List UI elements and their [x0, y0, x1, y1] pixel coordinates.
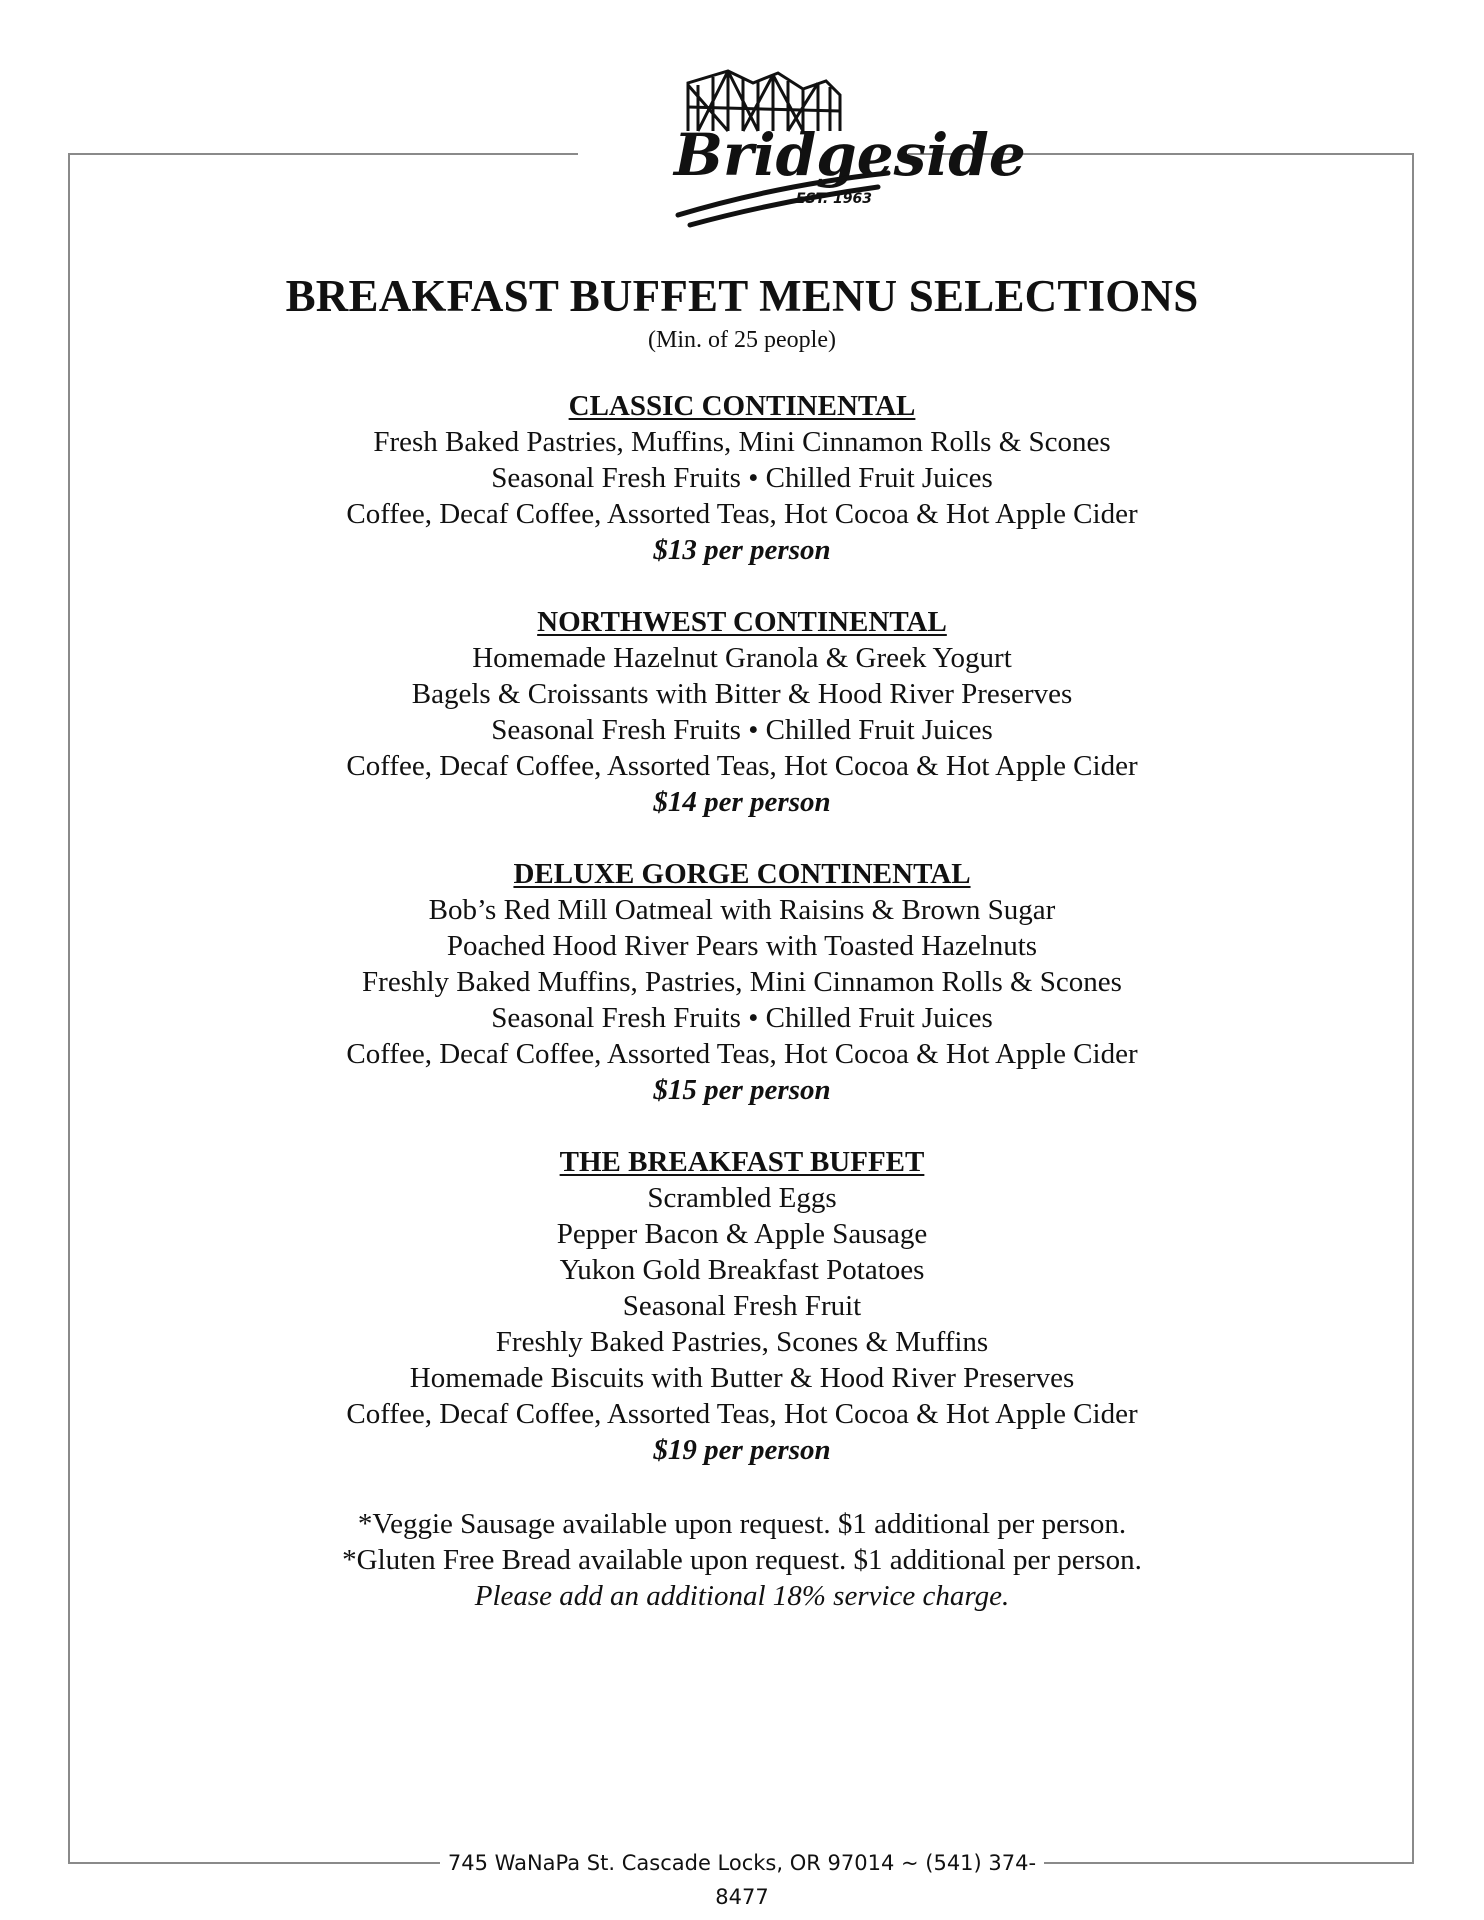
section-heading: THE BREAKFAST BUFFET [559, 1146, 925, 1178]
menu-item: Seasonal Fresh Fruits • Chilled Fruit Juices [491, 462, 993, 494]
menu-item: Seasonal Fresh Fruits • Chilled Fruit Juices [491, 1002, 993, 1034]
menu-section-northwest-continental [100, 604, 1384, 820]
menu-item: Homemade Biscuits with Butter & Hood River Preserves [409, 1362, 1075, 1394]
menu-section-breakfast-buffet [100, 1144, 1384, 1468]
note-gluten-free: *Gluten Free Bread available upon request. $1 additional per person. [342, 1544, 1142, 1576]
bridgeside-logo [578, 55, 1026, 235]
menu-item: Bob’s Red Mill Oatmeal with Raisins & Brown Sugar [428, 894, 1056, 926]
menu-item: Freshly Baked Muffins, Pastries, Mini Cinnamon Rolls & Scones [362, 966, 1122, 998]
menu-section-classic-continental [100, 388, 1384, 568]
page-title: BREAKFAST BUFFET MENU SELECTIONS [285, 271, 1199, 321]
section-heading: CLASSIC CONTINENTAL [568, 390, 916, 422]
section-price: $19 per person [653, 1434, 831, 1466]
section-heading: NORTHWEST CONTINENTAL [537, 606, 947, 638]
menu-notes [100, 1506, 1384, 1614]
menu-item: Coffee, Decaf Coffee, Assorted Teas, Hot Cocoa & Hot Apple Cider [346, 750, 1138, 782]
menu-section-deluxe-gorge-continental [100, 856, 1384, 1108]
minimum-guests: (Min. of 25 people) [648, 327, 836, 353]
menu-item: Coffee, Decaf Coffee, Assorted Teas, Hot Cocoa & Hot Apple Cider [346, 498, 1138, 530]
bridge-icon [578, 55, 1026, 235]
menu-item: Bagels & Croissants with Bitter & Hood River Preserves [411, 678, 1073, 710]
section-price: $13 per person [653, 534, 831, 566]
footer-address: 745 WaNaPa St. Cascade Locks, OR 97014 ~ (541) 374-8477 [440, 1846, 1044, 1914]
service-charge-note: Please add an additional 18% service charge. [474, 1580, 1010, 1612]
menu-item: Seasonal Fresh Fruit [622, 1290, 862, 1322]
menu-content [100, 270, 1384, 1614]
menu-item: Coffee, Decaf Coffee, Assorted Teas, Hot Cocoa & Hot Apple Cider [346, 1038, 1138, 1070]
note-veggie-sausage: *Veggie Sausage available upon request. $1 additional per person. [357, 1508, 1127, 1540]
menu-item: Poached Hood River Pears with Toasted Hazelnuts [446, 930, 1038, 962]
menu-item: Coffee, Decaf Coffee, Assorted Teas, Hot Cocoa & Hot Apple Cider [346, 1398, 1138, 1430]
section-price: $15 per person [653, 1074, 831, 1106]
section-heading: DELUXE GORGE CONTINENTAL [513, 858, 971, 890]
menu-item: Scrambled Eggs [647, 1182, 837, 1214]
menu-item: Homemade Hazelnut Granola & Greek Yogurt [472, 642, 1012, 674]
logo-established: EST. 1963 [796, 191, 872, 207]
menu-item: Yukon Gold Breakfast Potatoes [559, 1254, 925, 1286]
section-price: $14 per person [653, 786, 831, 818]
menu-item: Fresh Baked Pastries, Muffins, Mini Cinnamon Rolls & Scones [373, 426, 1111, 458]
logo-wordmark: Bridgeside [674, 121, 1026, 189]
menu-item: Freshly Baked Pastries, Scones & Muffins [495, 1326, 989, 1358]
menu-item: Seasonal Fresh Fruits • Chilled Fruit Juices [491, 714, 993, 746]
menu-item: Pepper Bacon & Apple Sausage [556, 1218, 928, 1250]
